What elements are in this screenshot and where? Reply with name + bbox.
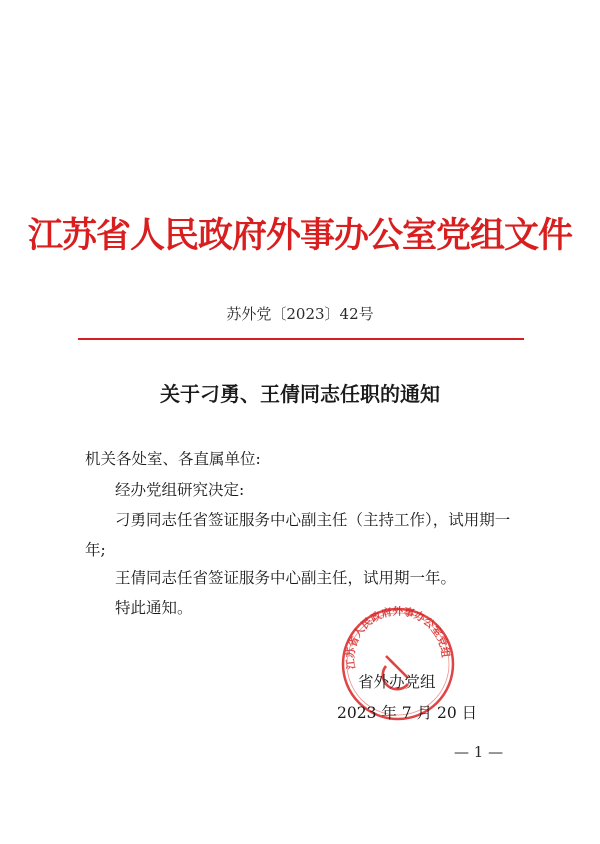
document-masthead: 江苏省人民政府外事办公室党组文件 <box>27 215 572 256</box>
paragraph: 王倩同志任省签证服务中心副主任，试用期一年。 <box>115 569 457 587</box>
document-title: 关于刁勇、王倩同志任职的通知 <box>160 382 440 406</box>
svg-text:江苏省人民政府外事办公室党组: 江苏省人民政府外事办公室党组 <box>344 605 452 670</box>
issuer-name: 省外办党组 <box>358 673 436 691</box>
issue-date: 2023 年 7 月 20 日 <box>337 704 478 722</box>
paragraph: 刁勇同志任省签证服务中心副主任（主持工作），试用期一 <box>115 511 511 529</box>
closing-line: 特此通知。 <box>115 599 193 617</box>
document-number: 苏外党〔2023〕42号 <box>226 305 374 323</box>
paragraph-continuation: 年; <box>85 541 106 559</box>
paragraph: 经办党组研究决定: <box>115 481 245 499</box>
page-number: — 1 — <box>454 743 504 761</box>
addressee: 机关各处室、各直属单位: <box>85 450 261 468</box>
red-divider <box>78 338 524 340</box>
